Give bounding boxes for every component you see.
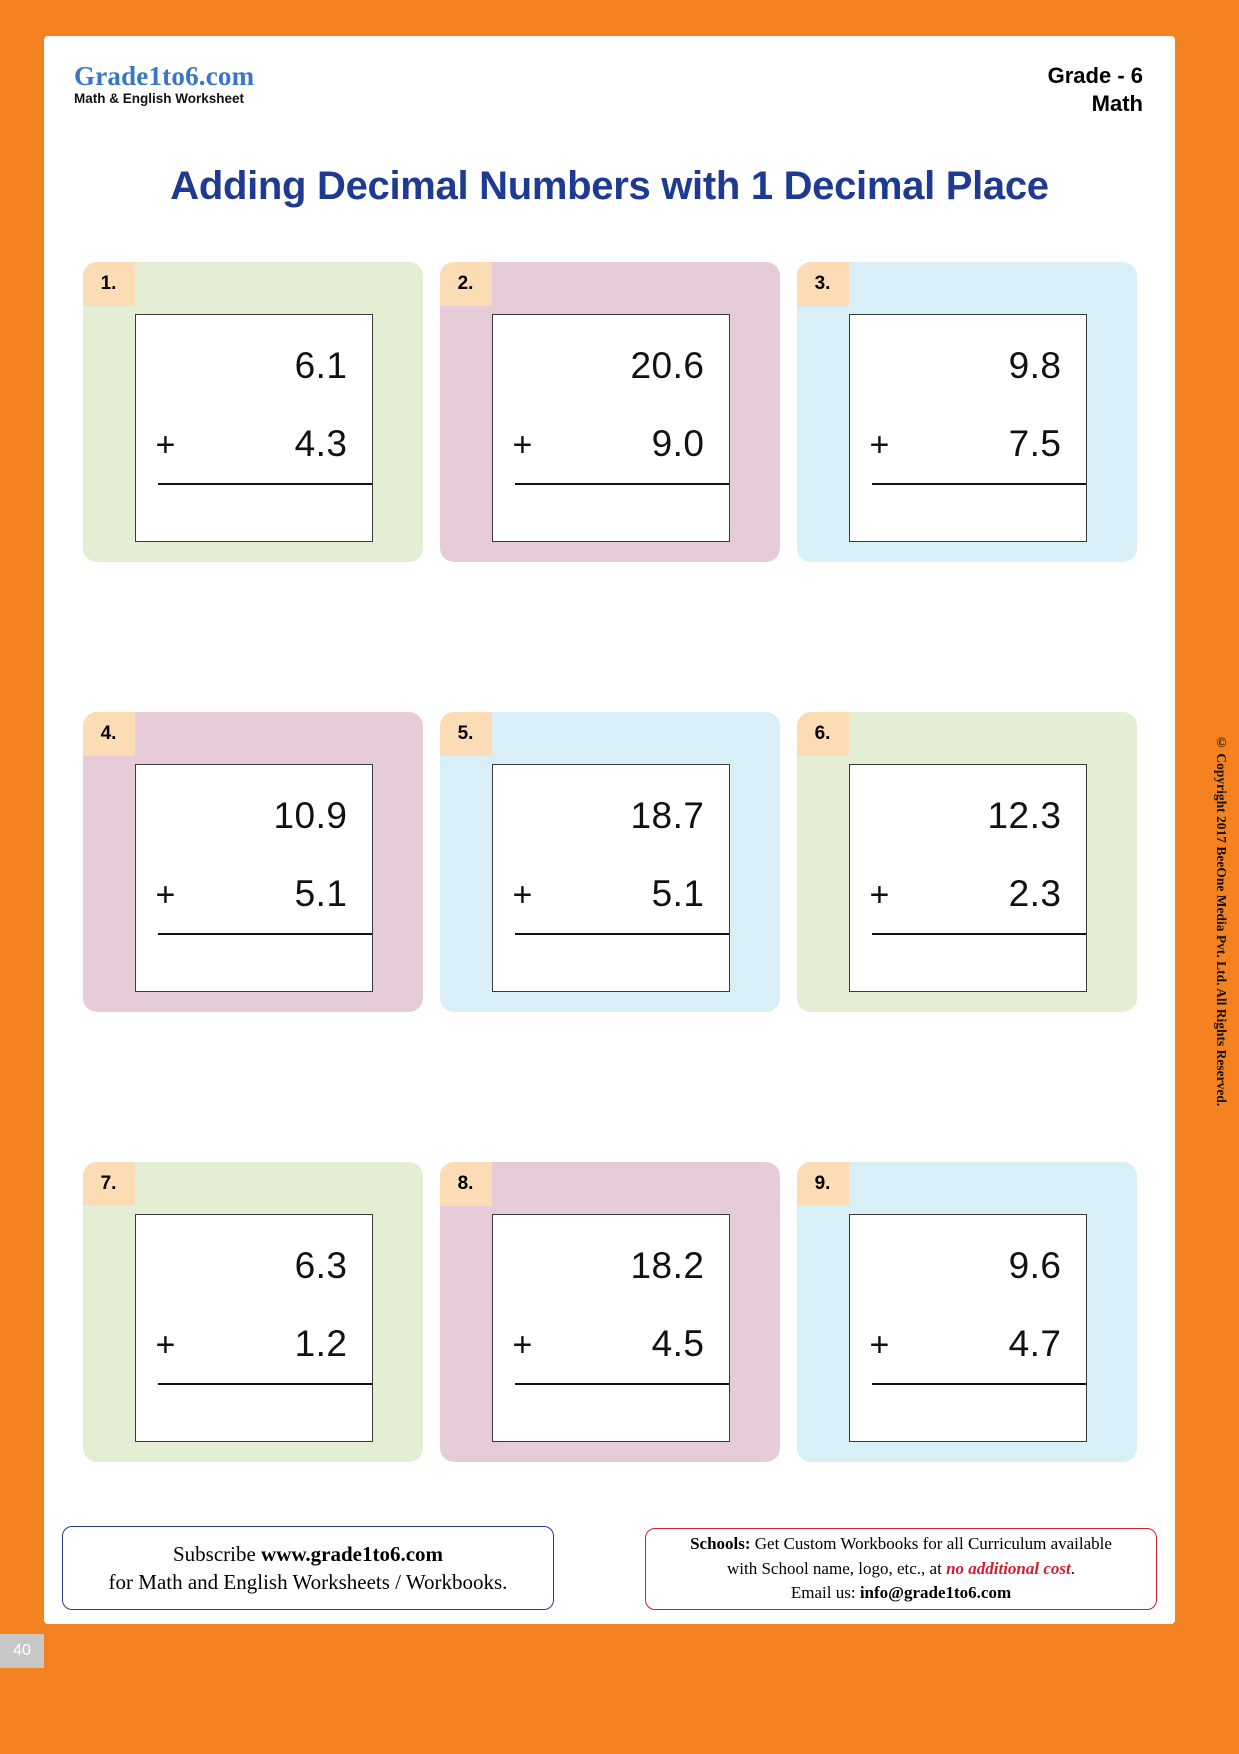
no-additional-cost: no additional cost [946,1558,1071,1578]
plus-icon: + [869,1326,890,1364]
brand-logo [74,62,254,106]
problem-number: 8. [440,1162,492,1206]
operand-top: 6.1 [294,345,348,386]
problem-card [440,1162,780,1462]
brand-name: Grade1to6.com [74,61,255,91]
operand-bottom: 2.3 [1008,873,1062,914]
operand-bottom: 7.5 [1008,423,1062,464]
problem-card [440,262,780,562]
page-number-badge: 40 [0,1634,44,1668]
problem-workspace[interactable] [849,1214,1087,1442]
operand-bottom: 4.3 [294,423,348,464]
schools-email[interactable]: info@grade1to6.com [859,1583,1012,1603]
plus-icon: + [512,426,533,464]
problem-card [83,262,423,562]
problem-card [797,1162,1137,1462]
problem-workspace[interactable] [492,1214,730,1442]
problem-card [83,712,423,1012]
subscribe-box[interactable] [62,1526,554,1610]
schools-line-1: Schools: Get Custom Workbooks for all Curriculum available [690,1534,1112,1554]
problem-workspace[interactable] [492,314,730,542]
answer-rule [872,1383,1086,1385]
answer-rule [515,1383,729,1385]
answer-rule [158,933,372,935]
plus-icon: + [512,1326,533,1364]
plus-icon: + [869,876,890,914]
problem-number: 4. [83,712,135,756]
operand-bottom: 5.1 [294,873,348,914]
answer-rule [872,483,1086,485]
problem-workspace[interactable] [849,314,1087,542]
problem-number: 1. [83,262,135,306]
operand-top: 10.9 [273,795,348,836]
operand-top: 12.3 [987,795,1062,836]
schools-label: Schools: [690,1534,751,1554]
operand-bottom: 9.0 [651,423,705,464]
plus-icon: + [512,876,533,914]
grade-label: Grade - 6 [1047,63,1143,88]
problem-card [83,1162,423,1462]
brand-tagline: Math & English Worksheet [74,91,245,107]
schools-line-3: Email us: info@grade1to6.com [790,1583,1012,1603]
answer-rule [515,933,729,935]
operand-top: 18.7 [630,795,705,836]
operand-top: 9.8 [1008,345,1062,386]
problem-workspace[interactable] [135,314,373,542]
plus-icon: + [155,426,176,464]
operand-bottom: 4.7 [1008,1323,1062,1364]
answer-rule [515,483,729,485]
problem-card [440,712,780,1012]
answer-rule [872,933,1086,935]
plus-icon: + [155,876,176,914]
subject-label: Math [1091,90,1143,116]
answer-rule [158,1383,372,1385]
schools-line-2: with School name, logo, etc., at no additional cost. [726,1558,1075,1578]
problem-number: 6. [797,712,849,756]
operand-bottom: 5.1 [651,873,705,914]
problem-card [797,712,1137,1012]
problem-workspace[interactable] [135,1214,373,1442]
subscribe-line-1 [173,1540,443,1568]
plus-icon: + [155,1326,176,1364]
operand-bottom: 1.2 [294,1323,348,1364]
problem-number: 9. [797,1162,849,1206]
operand-top: 20.6 [630,345,705,386]
answer-rule [158,483,372,485]
subscribe-line-2: for Math and English Worksheets / Workbooks. [108,1570,508,1594]
problem-workspace[interactable] [849,764,1087,992]
worksheet-page [44,36,1175,1624]
plus-icon: + [869,426,890,464]
operand-top: 6.3 [294,1245,348,1286]
problem-grid [62,262,1157,1462]
subscribe-prefix: Subscribe [172,1541,262,1566]
operand-bottom: 4.5 [651,1323,705,1364]
grade-subject-block [1048,62,1143,117]
problem-number: 7. [83,1162,135,1206]
problem-number: 5. [440,712,492,756]
operand-top: 18.2 [630,1245,705,1286]
problem-workspace[interactable] [135,764,373,992]
problem-workspace[interactable] [492,764,730,992]
page-title: Adding Decimal Numbers with 1 Decimal Place [170,164,1049,208]
copyright-text: © Copyright 2017 BeeOne Media Pvt. Ltd. All Rights Reserved. [1214,735,1229,1107]
subscribe-url[interactable]: www.grade1to6.com [261,1541,444,1566]
problem-number: 3. [797,262,849,306]
schools-box[interactable] [645,1528,1157,1610]
operand-top: 9.6 [1008,1245,1062,1286]
problem-card [797,262,1137,562]
problem-number: 2. [440,262,492,306]
